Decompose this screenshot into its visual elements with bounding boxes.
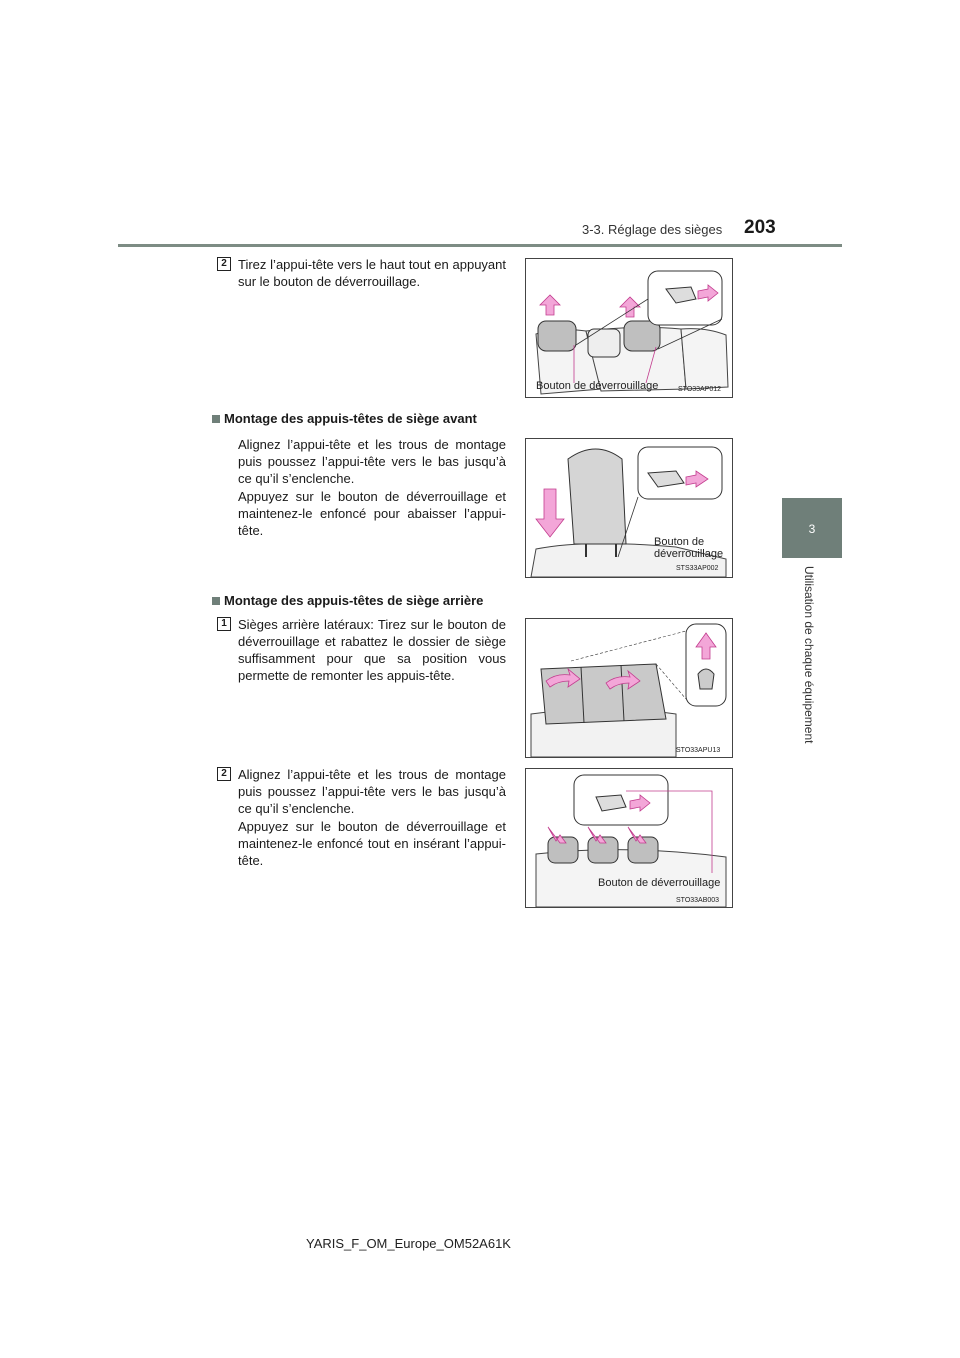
step-text-2: Appuyez sur le bouton de déverrouillage et maintenez-le enfoncé tout en insérant l’appui-tête. [238, 819, 506, 868]
section-title: 3-3. Réglage des sièges [582, 222, 723, 237]
figure-label: Bouton de déverrouillage [598, 877, 721, 889]
section-heading-front [212, 411, 477, 426]
chapter-title: Utilisation de chaque équipement [802, 566, 816, 744]
figure-rear-fold [525, 618, 733, 758]
step-text: Sièges arrière latéraux: Tirez sur le bouton de déverrouillage et rabattez le dossier de siège suffisamment pour que sa position vous permette de remonter les appuis-tête. [238, 617, 506, 683]
header-rule [118, 244, 842, 247]
figure-label-line2: déverrouillage [654, 548, 724, 560]
front-text-1: Alignez l’appui-tête et les trous de montage puis poussez l’appui-tête vers le bas jusqu’à ce qu’il s’enclenche. [238, 437, 506, 486]
heading-text: Montage des appuis-têtes de siège avant [224, 411, 477, 426]
figure-pull-headrest [525, 258, 733, 398]
heading-text: Montage des appuis-têtes de siège arrière [224, 593, 484, 608]
figure-rear-insert [525, 768, 733, 908]
page-number: 203 [744, 217, 776, 238]
figure-label-line1: Bouton de [654, 536, 705, 548]
step-text: Tirez l’appui-tête vers le haut tout en appuyant sur le bouton de déverrouillage. [238, 257, 506, 289]
heading-marker-icon [212, 597, 220, 605]
step-number-box: 2 [217, 767, 231, 781]
figure-code: STS33AP002 [676, 565, 719, 572]
chapter-number: 3 [808, 522, 816, 536]
figure-code: STO33AP012 [678, 386, 722, 393]
footer-doc-id: YARIS_F_OM_Europe_OM52A61K [306, 1236, 511, 1251]
front-text-2: Appuyez sur le bouton de déverrouillage et maintenez-le enfoncé pour abaisser l’appui-tête. [238, 489, 506, 538]
heading-marker-icon [212, 415, 220, 423]
chapter-tab [782, 498, 842, 558]
figure-label: Bouton de déverrouillage [536, 380, 659, 392]
section-heading-rear [212, 593, 483, 608]
figure-front-headrest [525, 438, 733, 578]
step-number-box: 1 [217, 617, 231, 631]
step-number-box: 2 [217, 257, 231, 271]
figure-code: STO33APU13 [676, 747, 721, 754]
figure-code: STO33AB003 [676, 897, 720, 904]
step-text-1: Alignez l’appui-tête et les trous de montage puis poussez l’appui-tête vers le bas jusqu’à ce qu’il s’enclenche. [238, 767, 506, 816]
